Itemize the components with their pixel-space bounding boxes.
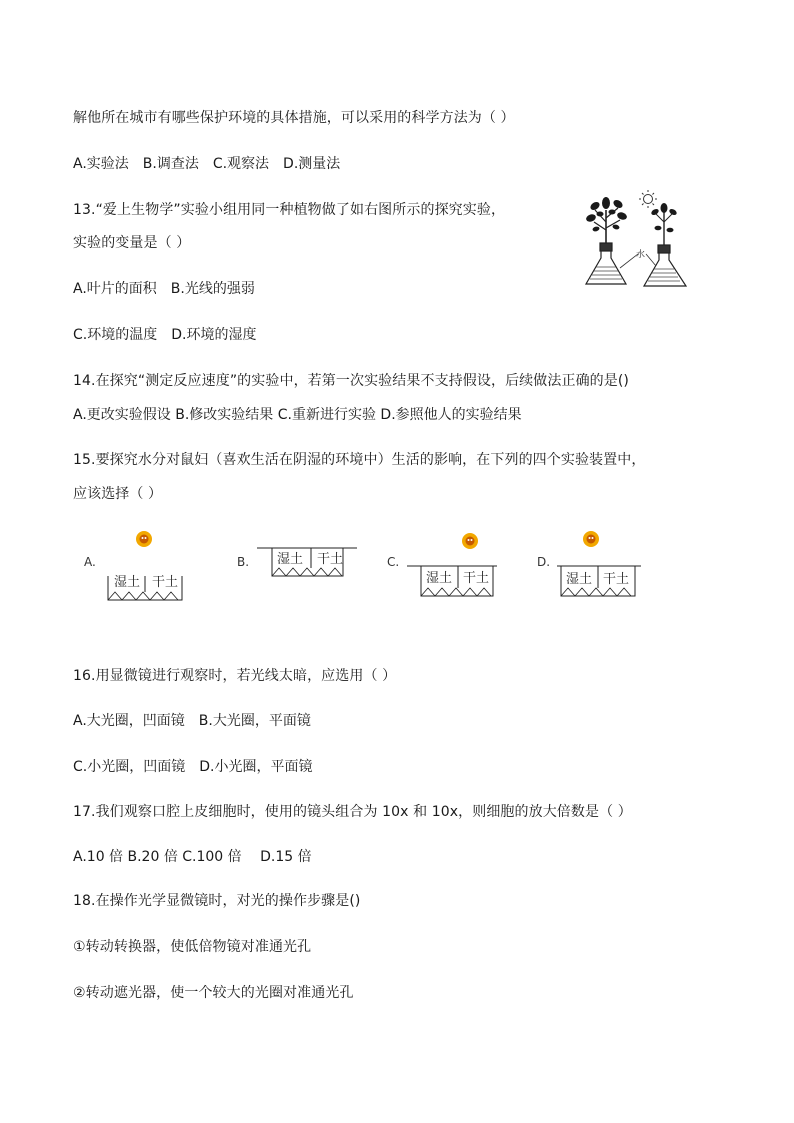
question-16-options-cd: C.小光圈，凹面镜 D.小光圈，平面镜 [73, 759, 313, 775]
flask-right-icon [644, 245, 686, 286]
question-15-stem: 15.要探究水分对鼠妇（喜欢生活在阴湿的环境中）生活的影响，在下列的四个实验装置中， [73, 452, 646, 468]
question-16-stem: 16.用显微镜进行观察时，若光线太暗，应选用（ ） [73, 668, 397, 684]
question-18-stem: 18.在操作光学显微镜时，对光的操作步骤是() [73, 893, 361, 909]
plant-left-icon [585, 197, 628, 244]
option-c-label: C. [387, 555, 400, 569]
sun-icon [583, 531, 599, 547]
figure-15-option-b [235, 538, 360, 600]
option-a-label: A. [84, 555, 96, 569]
question-17-options: A.10 倍 B.20 倍 C.100 倍 D.15 倍 [73, 849, 312, 865]
question-16-options-ab: A.大光圈，凹面镜 B.大光圈，平面镜 [73, 713, 311, 729]
dry-soil-label: 干土 [152, 575, 179, 590]
plant-right-icon [650, 203, 678, 246]
sun-icon [462, 533, 478, 549]
question-14-options: A.更改实验假设 B.修改实验结果 C.重新进行实验 D.参照他人的实验结果 [73, 407, 522, 423]
question-12-continuation: 解他所在城市有哪些保护环境的具体措施，可以采用的科学方法为（ ） [73, 110, 515, 126]
sun-icon [639, 190, 657, 208]
question-13-stem-2: 实验的变量是（ ） [73, 235, 191, 251]
dry-soil-label: 干土 [463, 571, 490, 586]
wet-soil-label: 湿土 [277, 552, 304, 567]
sun-icon [136, 531, 152, 547]
question-15-stem-2: 应该选择（ ） [73, 486, 163, 502]
water-label: 水 [636, 250, 646, 260]
wet-soil-label: 湿土 [114, 575, 141, 590]
question-18-step-2: ②转动遮光器，使一个较大的光圈对准通光孔 [73, 985, 354, 1001]
wet-soil-label: 湿土 [566, 572, 593, 587]
question-13-options-ab: A.叶片的面积 B.光线的强弱 [73, 281, 255, 297]
figure-15-option-c [385, 528, 500, 600]
question-13-options-cd: C.环境的温度 D.环境的湿度 [73, 327, 257, 343]
question-12-options: A.实验法 B.调查法 C.观察法 D.测量法 [73, 156, 341, 172]
figure-13-flask-experiment [580, 188, 692, 292]
dry-soil-label: 干土 [317, 552, 344, 567]
flask-left-icon [586, 243, 626, 284]
question-14-stem: 14.在探究“测定反应速度”的实验中，若第一次实验结果不支持假设，后续做法正确的是() [73, 373, 629, 389]
figure-15-option-a [82, 528, 187, 600]
wet-soil-label: 湿土 [426, 571, 453, 586]
question-17-stem: 17.我们观察口腔上皮细胞时，使用的镜头组合为 10x 和 10x，则细胞的放大倍数是（ ） [73, 804, 632, 820]
question-18-step-1: ①转动转换器，使低倍物镜对准通光孔 [73, 939, 312, 955]
option-b-label: B. [237, 555, 250, 569]
question-13-stem: 13.“爱上生物学”实验小组用同一种植物做了如右图所示的探究实验， [73, 202, 506, 218]
figure-15-option-d [535, 526, 650, 600]
dry-soil-label: 干土 [603, 572, 630, 587]
option-d-label: D. [537, 555, 551, 569]
